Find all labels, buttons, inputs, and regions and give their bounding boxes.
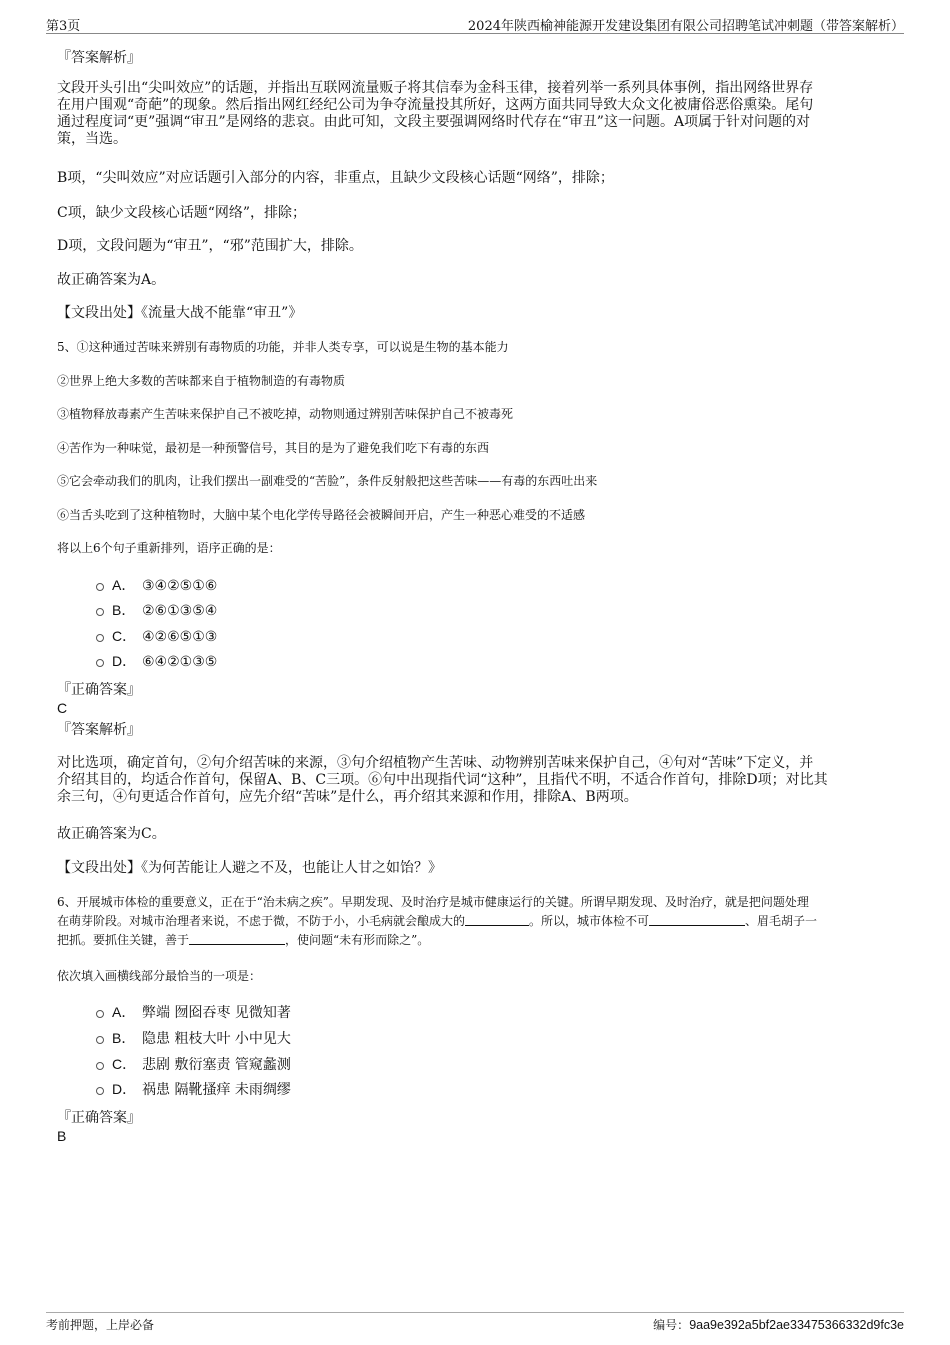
q6-passage (57, 893, 897, 950)
q5-analysis (57, 755, 893, 806)
q5-conclusion: 故正确答案为C。 (57, 826, 166, 842)
q6-answer-label: 『正确答案』 (57, 1110, 141, 1126)
blank-1[interactable] (465, 913, 529, 926)
q5-option-b[interactable]: B． ②⑥①③⑤④ (96, 601, 217, 620)
q5-option-d[interactable]: D． ⑥④②①③⑤ (96, 652, 217, 671)
blank-2[interactable] (649, 913, 745, 926)
analysis-line: 策，当选。 (57, 131, 127, 147)
radio-icon[interactable] (96, 1087, 104, 1095)
page-number: 第3页 (46, 19, 81, 34)
analysis-line: 通过程度词“更”强调“审丑”是网络的悲哀。由此可知，文段主要强调网络时代存在“审丑”这一问题。A项属于针对问题的对 (57, 114, 811, 130)
radio-icon[interactable] (96, 1010, 104, 1018)
q5-answer: C (57, 700, 68, 716)
radio-icon[interactable] (96, 1036, 104, 1044)
radio-icon[interactable] (96, 659, 104, 667)
q5-prompt: 将以上6个句子重新排列，语序正确的是： (57, 541, 281, 555)
analysis-line: 对比选项，确定首句，②句介绍苦味的来源，③句介绍植物产生苦味、动物辨别苦味来保护自己，④句对“苦味”下定义，并 (57, 755, 814, 771)
q4-conclusion: 故正确答案为A。 (57, 272, 166, 288)
radio-icon[interactable] (96, 583, 104, 591)
q5-analysis-label: 『答案解析』 (57, 722, 141, 738)
q5-source: 【文段出处】《为何苦能让人避之不及，也能让人甘之如饴？》 (57, 860, 442, 876)
analysis-line: 介绍其目的，均适合作首句，保留A、B、C三项。⑥句中出现指代词“这种”，且指代不明，不适合作首句，排除D项；对比其 (57, 772, 828, 788)
footer-code: 编号：9aa9e392a5bf2ae33475366332d9fc3e (653, 1318, 904, 1332)
q6-option-c[interactable]: C． 悲剧 敷衍塞责 管窥蠡测 (96, 1055, 291, 1074)
page-header (46, 13, 904, 34)
page-footer (46, 1312, 904, 1337)
q5-sentence-4: ④苦作为一种味觉，最初是一种预警信号，其目的是为了避免我们吃下有毒的东西 (57, 441, 490, 455)
analysis-line: 在用户围观“奇葩”的现象。然后指出网红经纪公司为争夺流量投其所好，这两方面共同导致大众文化被庸俗恶俗熏染。尾句 (57, 97, 814, 113)
q5-sentence-3: ③植物释放毒素产生苦味来保护自己不被吃掉，动物则通过辨别苦味保护自己不被毒死 (57, 407, 514, 421)
q5-answer-label: 『正确答案』 (57, 682, 141, 698)
blank-3[interactable] (189, 932, 285, 945)
radio-icon[interactable] (96, 608, 104, 616)
q5-option-c[interactable]: C． ④②⑥⑤①③ (96, 627, 217, 646)
q5-sentence-5: ⑤它会牵动我们的肌肉，让我们摆出一副难受的“苦脸”，条件反射般把这些苦味——有毒的东西吐出来 (57, 474, 598, 488)
q5-sentence-1: 5、①这种通过苦味来辨别有毒物质的功能，并非人类专享，可以说是生物的基本能力 (57, 340, 509, 354)
q6-option-b[interactable]: B． 隐患 粗枝大叶 小中见大 (96, 1029, 291, 1048)
radio-icon[interactable] (96, 634, 104, 642)
analysis-label: 『答案解析』 (57, 50, 141, 66)
q6-prompt: 依次填入画横线部分最恰当的一项是： (57, 969, 262, 983)
q6-answer: B (57, 1128, 67, 1144)
footer-slogan: 考前押题，上岸必备 (46, 1318, 155, 1332)
q6-line-1: 6、开展城市体检的重要意义，正在于“治未病之疾”。早期发现、及时治疗是城市健康运行的关键。所谓早期发现、及时治疗，就是把问题处理 (57, 895, 809, 909)
document-title: 2024年陕西榆神能源开发建设集团有限公司招聘笔试冲刺题（带答案解析） (467, 19, 904, 34)
analysis-line: 文段开头引出“尖叫效应”的话题，并指出互联网流量贩子将其信奉为金科玉律，接着列举一系列具体事例，指出网络世界存 (57, 80, 814, 96)
q5-option-a[interactable]: A． ③④②⑤①⑥ (96, 576, 217, 595)
q6-line-2: 在萌芽阶段。对城市治理者来说，不虑于微，不防于小，小毛病就会酿成大的 。所以，城市体检不可 、眉毛胡子一 (57, 914, 818, 928)
q4-option-b-note: B项，“尖叫效应”对应话题引入部分的内容，非重点，且缺少文段核心话题“网络”，排除； (57, 170, 614, 186)
q4-option-c-note: C项，缺少文段核心话题“网络”，排除； (57, 205, 307, 221)
q5-sentence-6: ⑥当舌头吃到了这种植物时，大脑中某个电化学传导路径会被瞬间开启，产生一种恶心难受的不适感 (57, 508, 586, 522)
q4-source: 【文段出处】《流量大战不能靠“审丑”》 (57, 305, 303, 321)
q4-option-d-note: D项，文段问题为“审丑”，“邪”范围扩大，排除。 (57, 238, 363, 254)
q5-sentence-2: ②世界上绝大多数的苦味都来自于植物制造的有毒物质 (57, 374, 346, 388)
radio-icon[interactable] (96, 1062, 104, 1070)
q6-option-a[interactable]: A． 弊端 囫囵吞枣 见微知著 (96, 1003, 291, 1022)
analysis-line: 余三句，④句更适合作首句，应先介绍“苦味”是什么，再介绍其来源和作用，排除A、B两项。 (57, 789, 638, 805)
q6-line-3: 把抓。要抓住关键，善于 ，使问题“未有形而除之”。 (57, 933, 430, 947)
q6-option-d[interactable]: D． 祸患 隔靴搔痒 未雨绸缪 (96, 1080, 291, 1099)
q4-analysis (57, 80, 893, 148)
